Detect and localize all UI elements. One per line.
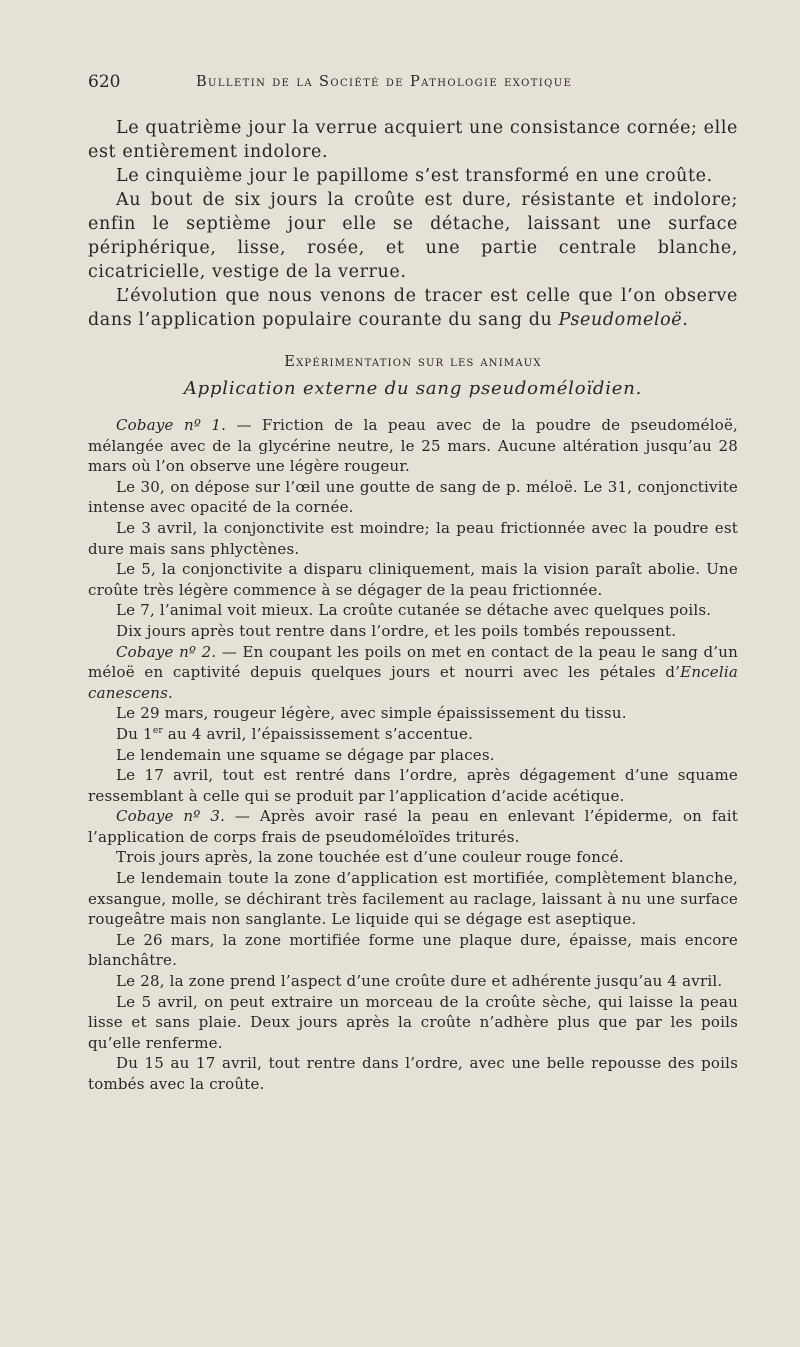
experiment-paragraph: Le 5 avril, on peut extraire un morceau de la croûte sèche, qui laisse la peau lisse et sans plaie. Deux jours après la croûte n’adhère plus que par les poils qu’elle renferme.	[88, 992, 738, 1052]
experiment-paragraph: Le 17 avril, tout est rentré dans l’ordre, après dégagement d’une squame ressemblant à celle qui se produit par l’application d’acide acétique.	[88, 766, 738, 805]
intro-paragraph: L’évolution que nous venons de tracer est celle que l’on observe dans l’application populaire courante du sang du Pseudomeloë.	[88, 286, 738, 330]
experiment-paragraph: Du 15 au 17 avril, tout rentre dans l’ordre, avec une belle repousse des poils tombés avec la croûte.	[88, 1054, 738, 1093]
experiment-paragraph: Le 7, l’animal voit mieux. La croûte cutanée se détache avec quelques poils.	[116, 601, 712, 620]
experiment-paragraph: Cobaye nº 2. — En coupant les poils on met en contact de la peau le sang d’un méloë en captivité depuis quelques jours et nourri avec les pétales d’Encelia canescens.	[88, 642, 738, 702]
intro-paragraph: Au bout de six jours la croûte est dure, résistante et indolore; enfin le septième jour elle se détache, laissant une surface périphérique, lisse, rosée, et une partie centrale blanche, cicatricielle, vestige de la verrue.	[88, 190, 738, 282]
page-number: 620	[88, 72, 121, 92]
experiment-paragraph: Dix jours après tout rentre dans l’ordre, et les poils tombés repoussent.	[116, 621, 677, 640]
experiment-paragraph: Le 26 mars, la zone mortifiée forme une plaque dure, épaisse, mais encore blanchâtre.	[88, 930, 738, 970]
intro-paragraph: Le quatrième jour la verrue acquiert une consistance cornée; elle est entièrement indolore.	[88, 118, 738, 162]
experiment-paragraph: Du 1er au 4 avril, l’épaississement s’accentue.	[116, 724, 474, 743]
experiment-paragraph: Cobaye nº 1. — Friction de la peau avec de la poudre de pseudoméloë, mélangée avec de la glycérine neutre, le 25 mars. Aucune altération jusqu’au 28 mars où l’on observe une légère rougeur.	[88, 416, 738, 476]
experiment-paragraph: Trois jours après, la zone touchée est d’une couleur rouge foncé.	[116, 848, 624, 867]
intro-text	[88, 116, 738, 332]
species-name: Encelia canescens	[88, 663, 738, 702]
specimen-label: Cobaye nº 3.	[116, 807, 226, 826]
experiment-paragraph: Le 5, la conjonctivite a disparu cliniquement, mais la vision paraît abolie. Une croûte très légère commence à se dégager de la peau frictionnée.	[88, 560, 738, 599]
experiment-paragraph: Le 29 mars, rougeur légère, avec simple épaississement du tissu.	[116, 704, 627, 723]
running-title: Bulletin de la Société de Pathologie exotique	[196, 74, 573, 90]
experiment-paragraph: Le lendemain une squame se dégage par places.	[116, 745, 495, 764]
experiment-paragraph: Le 28, la zone prend l’aspect d’une croûte dure et adhérente jusqu’au 4 avril.	[116, 972, 723, 991]
section-subtitle: Application externe du sang pseudoméloïdien.	[183, 378, 643, 399]
experiment-text	[88, 415, 738, 1095]
page-header	[88, 72, 738, 98]
genus-name: Pseudomeloë	[558, 310, 683, 330]
experiment-paragraph: Le lendemain toute la zone d’application est mortifiée, complètement blanche, exsangue, molle, se déchirant très facilement au raclage, laissant à nu une surface rougeâtre mais non sanglante. Le liquide qui se dégage est aseptique.	[88, 869, 738, 929]
experiment-paragraph: Le 3 avril, la conjonctivite est moindre; la peau frictionnée avec la poudre est dure mais sans phlyctènes.	[88, 518, 738, 558]
intro-paragraph: Le cinquième jour le papillome s’est transformé en une croûte.	[116, 166, 713, 186]
specimen-label: Cobaye nº 1.	[116, 416, 227, 434]
experiment-paragraph: Le 30, on dépose sur l’œil une goutte de sang de p. méloë. Le 31, conjonctivite intense avec opacité de la cornée.	[88, 477, 738, 517]
experiment-paragraph: Cobaye nº 3. — Après avoir rasé la peau en enlevant l’épiderme, on fait l’application de corps frais de pseudoméloïdes triturés.	[88, 807, 738, 846]
section-title: Expérimentation sur les animaux	[284, 354, 542, 370]
specimen-label: Cobaye nº 2.	[116, 642, 217, 661]
